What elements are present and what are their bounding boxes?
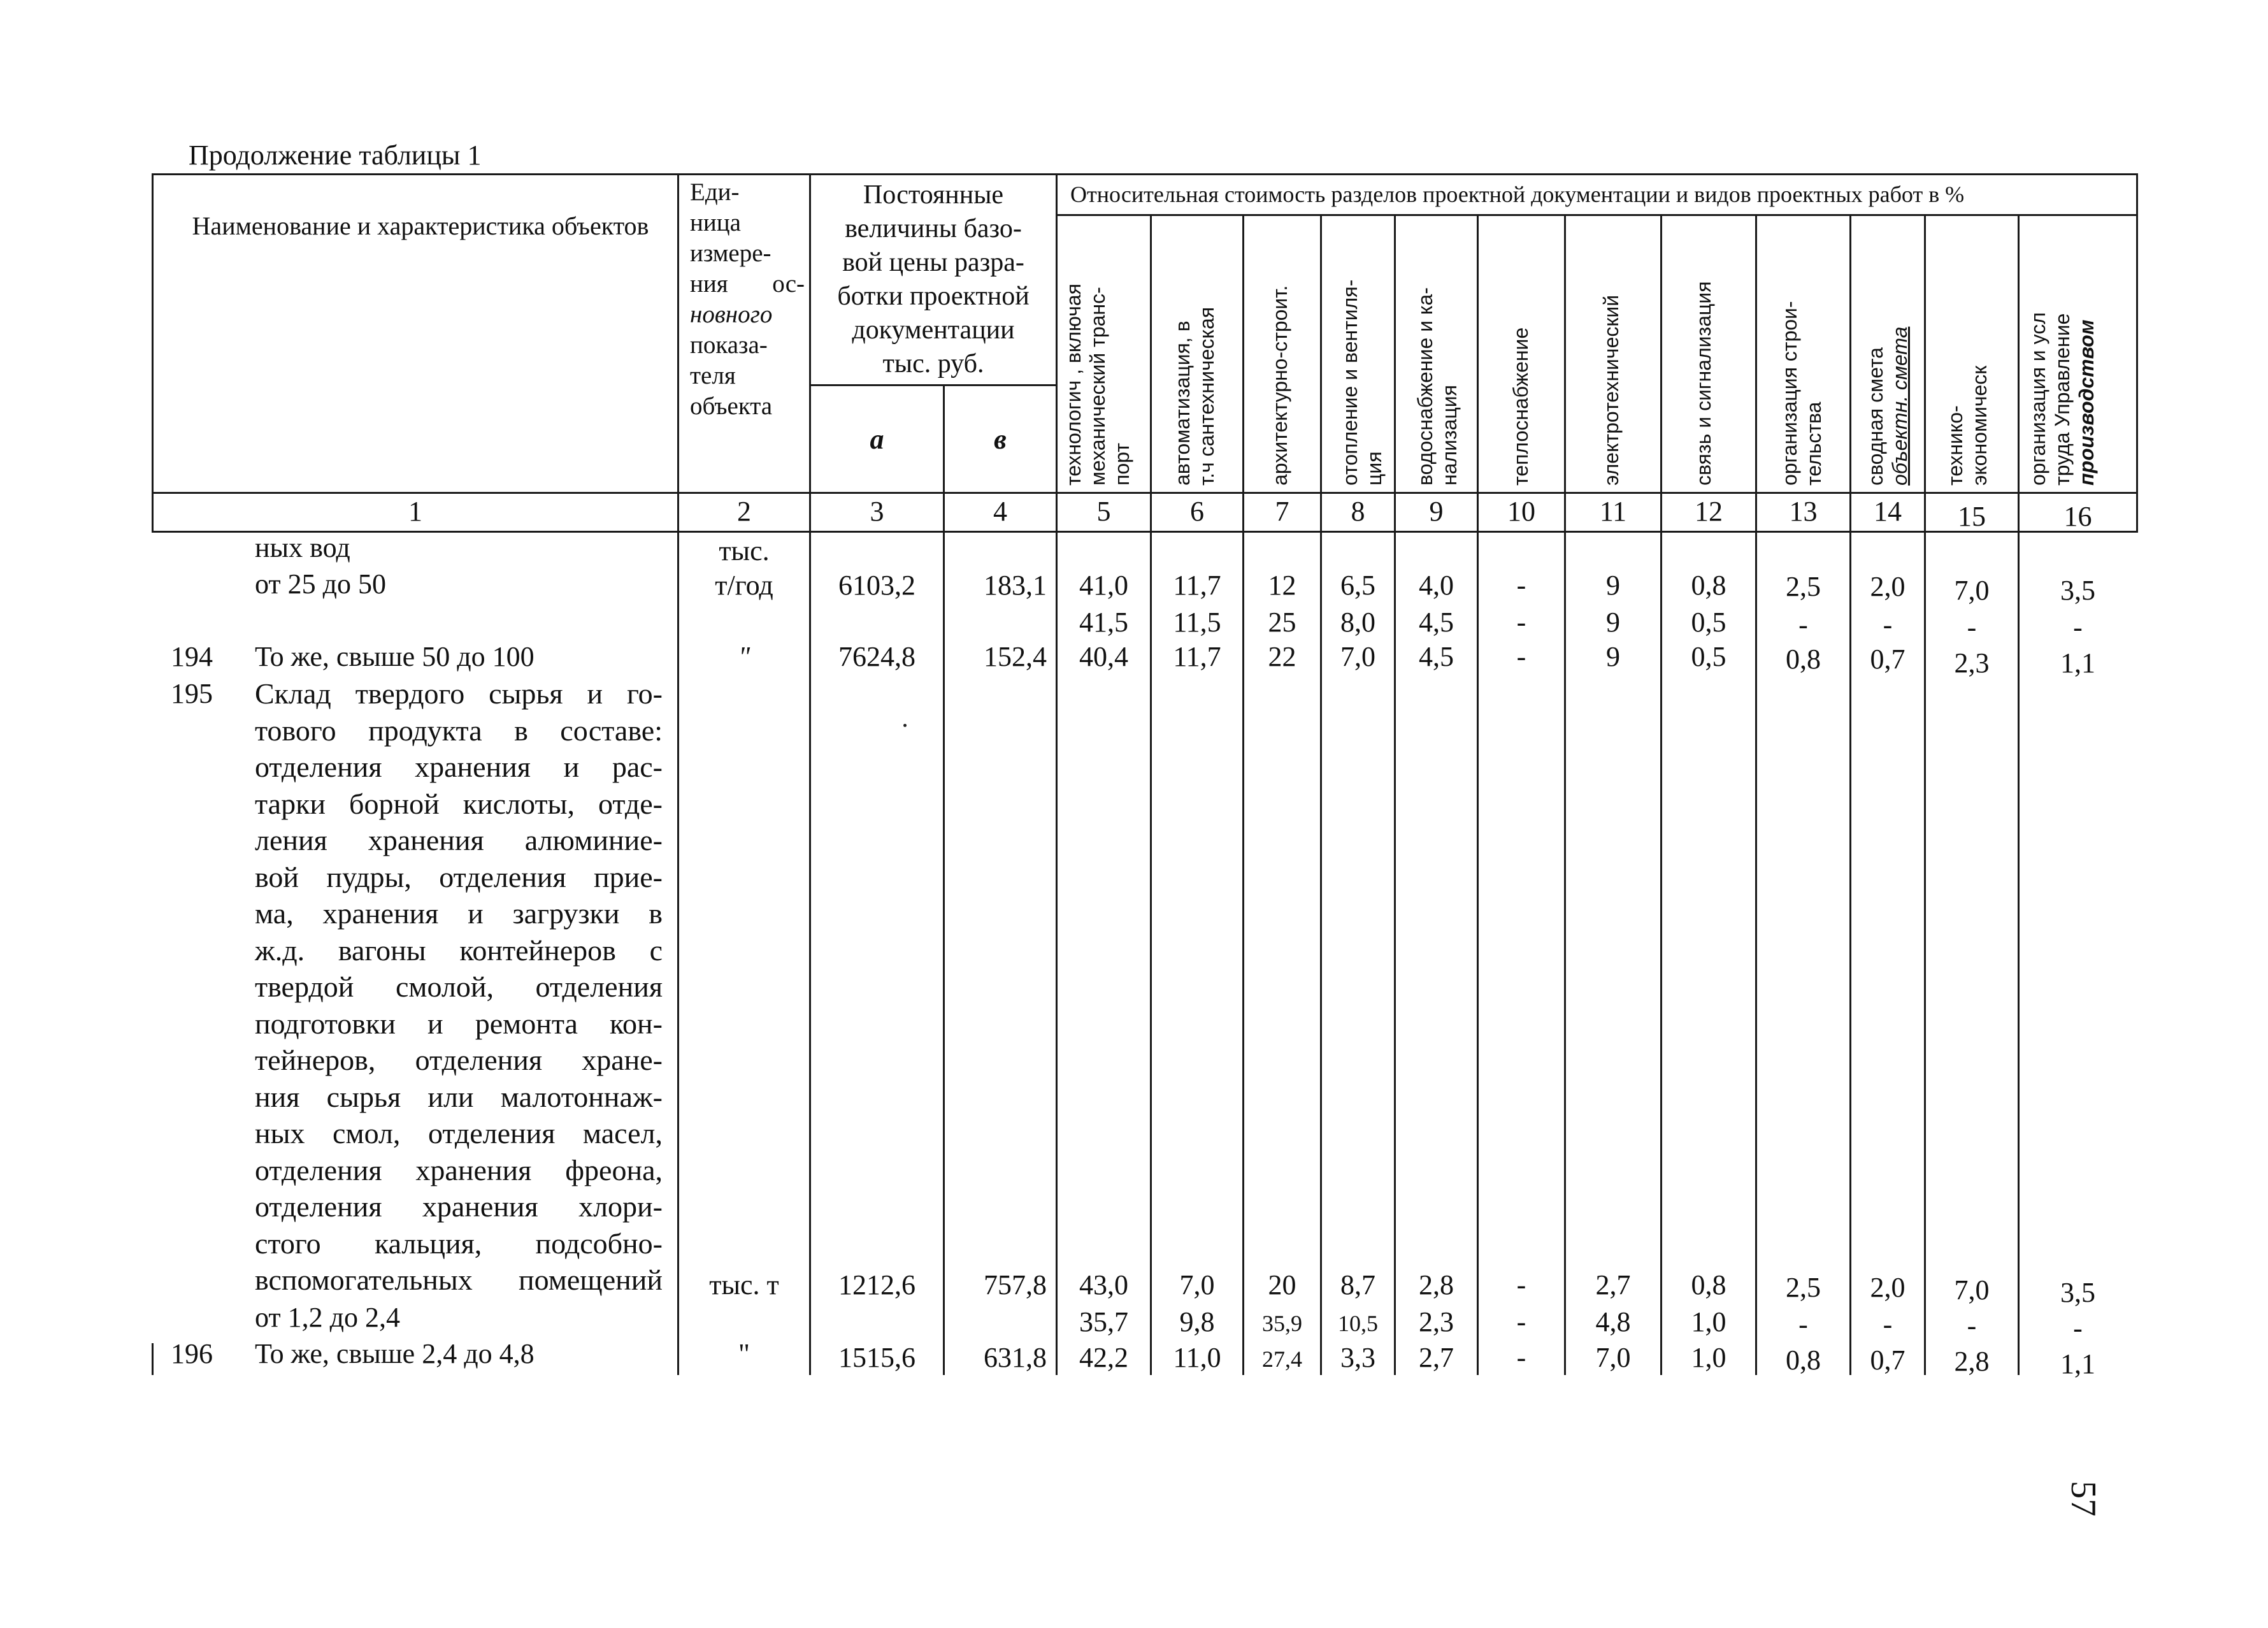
row-val: - [2073, 612, 2083, 643]
col-num: 2 [737, 496, 751, 527]
row-val: - [1883, 1309, 1893, 1340]
row-val: 4,0 [1419, 570, 1454, 601]
header-sub-a: а [870, 424, 884, 455]
col-num: 12 [1695, 496, 1723, 527]
row-a: 1212,6 [838, 1269, 915, 1300]
row-a: 1515,6 [838, 1342, 915, 1373]
row-val: - [1516, 607, 1526, 638]
row-val: 11,7 [1173, 570, 1221, 601]
row-val: 22 [1268, 641, 1296, 672]
row-unit: тыс. т [709, 1269, 779, 1300]
row-val: 1,1 [2060, 1348, 2095, 1379]
header-rel-title: Относительная стоимость разделов проектной документации и видов проектных работ в % [1070, 182, 1965, 207]
row-val: 1,1 [2060, 647, 2095, 679]
row-val: 25 [1268, 607, 1296, 638]
row-val: 9,8 [1179, 1306, 1215, 1337]
row-val: 0,8 [1786, 644, 1821, 675]
rel-col-15: технико- экономическ [1944, 365, 1991, 486]
row-val: 7,0 [1595, 1342, 1631, 1373]
row-val: 41,5 [1079, 607, 1128, 638]
row-val: 0,5 [1691, 641, 1726, 672]
row-val: 2,7 [1419, 1342, 1454, 1373]
row-val: 0,8 [1691, 1269, 1726, 1300]
col-num: 14 [1874, 496, 1902, 527]
row-unit: т/год [715, 570, 773, 601]
row-val: 20 [1268, 1269, 1296, 1300]
col-num: 3 [870, 496, 884, 527]
row-val: - [1798, 1309, 1808, 1340]
rel-col-11: электротехнический [1600, 294, 1623, 486]
row-b: 757,8 [984, 1269, 1047, 1300]
row-val: 0,7 [1870, 644, 1906, 675]
row-b: 183,1 [984, 570, 1047, 601]
rel-col-10: теплоснабжение [1509, 327, 1532, 486]
row-val: - [1798, 609, 1808, 640]
row-val: 2,8 [1419, 1269, 1454, 1300]
row-number: 194 [171, 641, 213, 672]
row-val: 35,9 [1262, 1311, 1302, 1336]
rel-col-13: организация строи- тельства [1778, 301, 1825, 486]
row-val: 3,3 [1340, 1342, 1375, 1373]
row-val: 0,7 [1870, 1344, 1906, 1376]
row-val: 27,4 [1262, 1346, 1302, 1372]
row-val: 1,0 [1691, 1306, 1726, 1337]
row-val: 4,5 [1419, 607, 1454, 638]
col-num: 5 [1096, 496, 1111, 527]
row-b: 631,8 [984, 1342, 1047, 1373]
row-val: 7,0 [1954, 575, 1990, 606]
row-val: 3,5 [2060, 1277, 2095, 1308]
col-num: 1 [408, 496, 422, 527]
row-195-name: Склад твердого сырья и го- тового продукта в составе: отделения хранения и рас- тарки борной кислоты, отде- ления хранения алюминие- вой пудры, отделения прие- ма, хранения и загрузки в ж.д. вагоны контейнеров с твердой смолой, отделения подготовки и ремонта кон- тейнеров, отделения хране- ния сырья или малотоннаж- ных смол, отделения масел, отделения хранения фреона, отделения хранения хлори- стого кальция, подсобно- вспомогательных помещений [255, 677, 663, 1296]
row-name: от 25 до 50 [255, 568, 387, 600]
row-val: 4,8 [1595, 1306, 1631, 1337]
row-val: 0,8 [1691, 570, 1726, 601]
row-val: - [1516, 1269, 1526, 1300]
row-val: 2,0 [1870, 571, 1906, 602]
row-val: 35,7 [1079, 1306, 1128, 1337]
row-b: 152,4 [984, 641, 1047, 672]
row-val: 2,0 [1870, 1272, 1906, 1303]
rel-col-9: водоснабжение и ка- нализация [1414, 287, 1461, 486]
rel-col-7: архитектурно-строит. [1268, 285, 1291, 486]
row-number: 196 [171, 1338, 213, 1369]
col-num: 15 [1958, 501, 1986, 532]
page-number: 57 [2063, 1481, 2103, 1516]
row-val: 9 [1606, 570, 1620, 601]
col-num: 4 [993, 496, 1007, 527]
row-val: 41,0 [1079, 570, 1128, 601]
row-val: 3,5 [2060, 575, 2095, 606]
row-val: - [1516, 1342, 1526, 1373]
col-num: 13 [1789, 496, 1818, 527]
row-val: 12 [1268, 570, 1296, 601]
row-val: - [1516, 1306, 1526, 1337]
row-a: 6103,2 [838, 570, 915, 601]
row-val: 40,4 [1079, 641, 1128, 672]
rel-col-16: организация и усл труда Управление производством [2027, 312, 2098, 486]
row-val: 8,0 [1340, 607, 1375, 638]
col-num: 7 [1275, 496, 1289, 527]
row-val: 43,0 [1079, 1269, 1128, 1300]
row-val: 10,5 [1338, 1311, 1378, 1336]
row-val: 2,5 [1786, 1272, 1821, 1303]
row-val: - [1967, 1310, 1977, 1341]
col-num: 6 [1190, 496, 1204, 527]
row-name: от 1,2 до 2,4 [255, 1302, 401, 1333]
header-unit-col: Еди- ница измере- ния ос- новного показа- теля объекта [690, 178, 805, 420]
table-caption: Продолжение таблицы 1 [189, 140, 482, 171]
rel-col-14: сводная смета объектн. смета [1864, 326, 1911, 486]
header-const-col: Постоянные величины базо- вой цены разра- ботки проектной документации тыс. руб. [837, 180, 1030, 378]
row-val: 8,7 [1340, 1269, 1375, 1300]
header-sub-b: в [994, 424, 1007, 455]
rel-col-8: отопление и вентиля- ция [1339, 279, 1386, 486]
row-val: 9 [1606, 607, 1620, 638]
col-num: 9 [1429, 496, 1444, 527]
row-val: 7,0 [1179, 1269, 1215, 1300]
row-val: 2,3 [1419, 1306, 1454, 1337]
row-name: То же, свыше 50 до 100 [255, 641, 535, 672]
row-val: 2,3 [1954, 647, 1990, 679]
row-name: То же, свыше 2,4 до 4,8 [255, 1338, 535, 1369]
header-name-col: Наименование и характеристика объектов [192, 212, 649, 240]
row-val: 11,0 [1173, 1342, 1221, 1373]
row-name: ных вод [255, 532, 350, 563]
scan-speck [903, 724, 907, 727]
row-val: - [1883, 609, 1893, 640]
row-unit: " [738, 1338, 750, 1369]
row-val: 7,0 [1340, 641, 1375, 672]
row-val: 6,5 [1340, 570, 1375, 601]
row-val: 11,5 [1173, 607, 1221, 638]
col-num: 8 [1351, 496, 1365, 527]
row-val: 7,0 [1954, 1274, 1990, 1306]
row-val: 1,0 [1691, 1342, 1726, 1373]
rel-col-5: технологич , включая механический транс- порт [1062, 284, 1133, 486]
col-num: 16 [2063, 501, 2092, 532]
row-val: 9 [1606, 641, 1620, 672]
row-val: 4,5 [1419, 641, 1454, 672]
row-val: 0,5 [1691, 607, 1726, 638]
row-unit: тыс. [719, 535, 770, 566]
row-val: 2,5 [1786, 571, 1821, 602]
col-num: 11 [1599, 496, 1627, 527]
row-val: 2,7 [1595, 1269, 1631, 1300]
row-val: - [1967, 612, 1977, 643]
row-val: 42,2 [1079, 1342, 1128, 1373]
row-val: 11,7 [1173, 641, 1221, 672]
row-val: - [1516, 570, 1526, 601]
rel-col-12: связь и сигнализация [1692, 281, 1715, 486]
row-unit: " [738, 641, 750, 672]
row-val: - [1516, 641, 1526, 672]
row-number: 195 [171, 678, 213, 709]
row-val: 0,8 [1786, 1344, 1821, 1376]
row-a: 7624,8 [838, 641, 915, 672]
rel-col-6: автоматизация, в т.ч сантехническая [1171, 306, 1218, 486]
row-val: 2,8 [1954, 1346, 1990, 1377]
col-num: 10 [1507, 496, 1535, 527]
row-val: - [2073, 1313, 2083, 1344]
